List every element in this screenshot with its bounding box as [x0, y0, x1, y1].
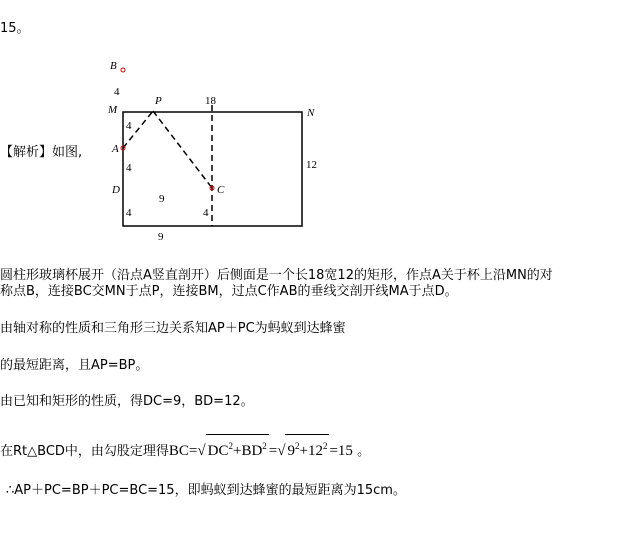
exp-3: 2	[294, 441, 300, 451]
problem-number: 15。	[0, 21, 30, 36]
label-c-bottom-distance: 4	[203, 207, 209, 219]
label-b: B	[110, 60, 117, 72]
paragraph-3: 由已知和矩形的性质，得DC=9，BD=12。	[0, 394, 254, 409]
exp-2: 2	[262, 441, 267, 451]
label-top-18: 18	[205, 95, 216, 107]
plus-1: +	[232, 443, 242, 459]
paragraph-1-line-1: 圆柱形玻璃杯展开（沿点A竖直剖开）后侧面是一个长18宽12的矩形，作点A关于杯上沿MN的对	[0, 268, 553, 283]
paragraph-4-prefix: 在Rt△BCD中，由勾股定理得	[0, 444, 169, 459]
paragraph-5: ∴AP＋PC=BP＋PC=BC=15，即蚂蚁到达蜂蜜的最短距离为15cm。	[6, 483, 406, 498]
rad2-b: 12	[307, 443, 323, 459]
label-middle-9: 9	[159, 193, 165, 205]
label-right-12: 12	[306, 159, 317, 171]
eq-sign-1: =	[188, 443, 198, 459]
paragraph-2-line-2: 的最短距离，且AP=BP。	[0, 358, 149, 373]
geometry-figure	[0, 0, 630, 245]
plus-2: +	[299, 443, 308, 459]
paragraph-4-suffix: 。	[357, 444, 371, 459]
label-p: P	[155, 95, 162, 107]
eq-result: 15	[337, 443, 353, 459]
eq-sign-3: =	[329, 443, 338, 459]
label-a: A	[112, 143, 119, 155]
exp-4: 2	[322, 441, 328, 451]
paragraph-1-line-2: 称点B，连接BC交MN于点P，连接BM，过点C作AB的垂线交剖开线MA于点D。	[0, 284, 458, 299]
rad1-a: DC	[207, 443, 229, 459]
eq-sign-2: =	[268, 443, 278, 459]
label-a-d-distance: 4	[126, 162, 132, 174]
label-d-bottom-distance: 4	[126, 207, 132, 219]
label-b-m-distance: 4	[114, 86, 120, 98]
analysis-label: 【解析】如图,	[0, 145, 83, 160]
point-b	[121, 68, 125, 72]
paragraph-2-line-1: 由轴对称的性质和三角形三边关系知AP＋PC为蚂蚁到达蜂蜜	[0, 321, 346, 336]
label-c: C	[217, 184, 225, 196]
pythagoras-equation	[169, 443, 353, 459]
sqrt-dc-bd: √ $DC^2+BD^2$	[197, 434, 268, 462]
rad1-b: BD	[241, 443, 263, 459]
label-m: M	[108, 104, 118, 116]
label-n: N	[307, 107, 315, 119]
label-bottom-9: 9	[158, 231, 164, 243]
sqrt-9-12: √ $9^2+12^2$	[277, 434, 329, 462]
paragraph-4	[0, 434, 370, 463]
label-m-a-distance: 4	[126, 120, 132, 132]
exp-1: 2	[228, 441, 233, 451]
segment-pc	[153, 111, 212, 188]
eq-lhs: BC	[168, 443, 189, 459]
label-d: D	[112, 184, 120, 196]
rad2-a: 9	[287, 443, 295, 459]
